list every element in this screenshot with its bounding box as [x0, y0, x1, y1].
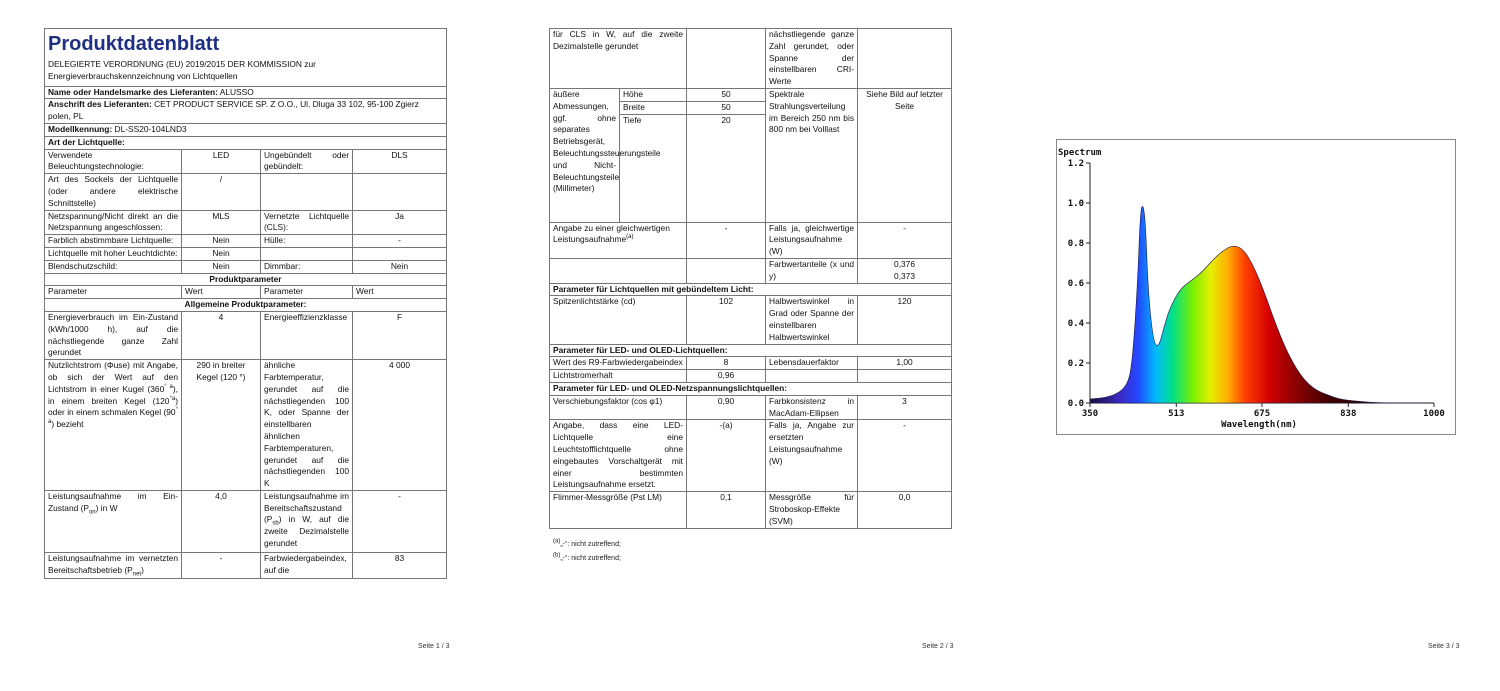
general-params-heading: Allgemeine Produktparameter:	[45, 299, 447, 312]
y-tick-label: 1.0	[1067, 199, 1084, 209]
x-tick-label: 675	[1253, 409, 1271, 419]
value-equivalent-power: -	[687, 222, 766, 258]
value-height: 50	[687, 89, 766, 102]
led-params-heading: Parameter für LED- und OLED-Lichtquellen:	[550, 344, 952, 357]
label-peak-intensity: Spitzenlichtstärke (cd)	[550, 296, 687, 344]
footnote-b: $^{(b)}$„-“: nicht zutreffend;	[553, 552, 621, 562]
value-stroboscopic: 0,0	[858, 492, 952, 528]
footnote-a: $^{(a)}$„-“: nicht zutreffend;	[553, 538, 621, 548]
label-colour-consistency: Farbkonsistenz in MacAdam-Ellipsen	[766, 395, 858, 420]
label-tunable: Farblich abstimmbare Lichtquelle:	[45, 235, 182, 248]
value-fluorescent-replacement: -(a)	[687, 420, 766, 492]
value-power-networked: -	[182, 552, 261, 578]
page-title: Produktdatenblatt	[48, 33, 220, 55]
value-energy: 4	[182, 311, 261, 359]
label-technology: Verwendete Beleuchtungstechnologie:	[45, 149, 182, 174]
value-bundled: DLS	[353, 149, 447, 174]
value-spectral-distribution: Siehe Bild auf letzter Seite	[858, 89, 952, 223]
label-energy: Energieverbrauch im Ein-Zustand (kWh/1000 h), auf die nächstliegende ganze Zahl gerundet	[45, 311, 182, 359]
label-high-luminance: Lichtquelle mit hoher Leuchtdichte:	[45, 247, 182, 260]
label-socket: Art des Sockels der Lichtquelle (oder andere elektrische Schnittstelle)	[45, 174, 182, 210]
product-params-heading: Produktparameter	[45, 273, 447, 286]
x-tick-label: 1000	[1423, 409, 1445, 419]
mains-led-params-heading: Parameter für LED- und OLED-Netzspannungslichtquellen:	[550, 382, 952, 395]
label-energy-class: Energieeffizienzklasse	[261, 311, 353, 359]
label-dimensions: äußere Abmessungen, ggf. ohne separates Betriebsgerät, Beleuchtungssteuerungsteile und Nicht-Beleuchtungsteile (Millimeter)	[550, 89, 620, 223]
datasheet-table-page-1	[44, 28, 447, 579]
regulation-text: DELEGIERTE VERORDNUNG (EU) 2019/2015 DER KOMMISSION zur Energieverbrauchskennzeichnung von Lichtquellen	[48, 59, 316, 81]
label-cri: Farbwiedergabeindex, auf die	[261, 552, 353, 578]
page-3	[1000, 0, 1500, 691]
value-equivalent-power-w: -	[858, 222, 952, 258]
page-2	[500, 0, 1000, 691]
value-cct: 4 000	[353, 360, 447, 491]
value-chromaticity: 0,376 0,373	[858, 258, 952, 283]
value-power-standby: -	[353, 490, 447, 552]
label-cri-cont: nächstliegende ganze Zahl gerundet, oder Spanne der einstellbaren CRI-Werte	[766, 29, 858, 89]
value-technology: LED	[182, 149, 261, 174]
value-colour-consistency: 3	[858, 395, 952, 420]
y-tick-label: 0.0	[1067, 399, 1084, 409]
page-number: Seite 3 / 3	[1428, 643, 1460, 650]
value-envelope: -	[353, 235, 447, 248]
model-id: DL-SS20-104LND3	[114, 123, 187, 134]
label-cls: Vernetzte Lichtquelle (CLS):	[261, 210, 353, 235]
label-beam-angle: Halbwertswinkel in Grad oder Spanne der einstellbaren Halbwertswinkel	[766, 296, 858, 344]
label-replaced-power: Falls ja, Angabe zur ersetzten Leistungsaufnahme (W)	[766, 420, 858, 492]
label-cct: ähnliche Farbtemperatur, gerundet auf die nächstliegenden 100 K, oder Spanne der einstellbaren ähnlichen Farbtemperaturen, gerundet auf die nächstliegenden 100 K	[261, 360, 353, 491]
value-energy-class: F	[353, 311, 447, 359]
value-glare: Nein	[182, 260, 261, 273]
value-flicker: 0,1	[687, 492, 766, 528]
x-tick-label: 350	[1081, 409, 1099, 419]
y-tick-label: 0.6	[1067, 279, 1084, 289]
value-cri: 83	[353, 552, 447, 578]
value-power-factor: 0,90	[687, 395, 766, 420]
value-power-on: 4,0	[182, 490, 261, 552]
label-lumen-maintenance: Lichtstromerhalt	[550, 370, 687, 383]
col-header-value: Wert	[182, 286, 261, 299]
label-power-networked: Leistungsaufnahme im vernetzten Bereitschaftsbetrieb $(P_{net})$	[45, 552, 182, 578]
directional-params-heading: Parameter für Lichtquellen mit gebündeltem Licht:	[550, 283, 952, 296]
value-dimmable: Nein	[353, 260, 447, 273]
col-header-param-2: Parameter	[261, 286, 353, 299]
label-glare: Blendschutzschild:	[45, 260, 182, 273]
label-dimmable: Dimmbar:	[261, 260, 353, 273]
label-power-on: Leistungsaufnahme im Ein-Zustand $(P_{on})$ in W	[45, 490, 182, 552]
label-flicker: Flimmer-Messgröße (Pst LM)	[550, 492, 687, 528]
page-1	[0, 0, 500, 691]
value-tunable: Nein	[182, 235, 261, 248]
y-tick-label: 0.4	[1067, 319, 1084, 329]
label-spectral-distribution: Spektrale Strahlungsverteilung im Bereich 250 nm bis 800 nm bei Volllast	[766, 89, 858, 223]
value-depth: 20	[687, 114, 766, 222]
datasheet-table-page-2	[549, 28, 952, 529]
value-width: 50	[687, 101, 766, 114]
x-tick-label: 838	[1340, 409, 1357, 419]
label-stroboscopic: Messgröße für Stroboskop-Effekte (SVM)	[766, 492, 858, 528]
label-r9: Wert des R9-Farbwiedergabeindex	[550, 357, 687, 370]
y-tick-label: 0.8	[1067, 239, 1084, 249]
label-envelope: Hülle:	[261, 235, 353, 248]
x-axis-label: Wavelength(nm)	[1221, 420, 1297, 430]
label-depth: Tiefe	[620, 114, 687, 222]
value-high-luminance: Nein	[182, 247, 261, 260]
chart-title: Spectrum	[1058, 148, 1102, 158]
label-cls-power-cont: für CLS in W, auf die zweite Dezimalstelle gerundet	[550, 29, 687, 89]
label-fluorescent-replacement: Angabe, dass eine LED-Lichtquelle eine Leuchtstofflichtquelle ohne eingebautes Vorschaltgerät mit einer bestimmten Leistungsaufnahme ersetzt.	[550, 420, 687, 492]
value-peak-intensity: 102	[687, 296, 766, 344]
label-bundled: Ungebündelt oder gebündelt:	[261, 149, 353, 174]
spectrum-chart	[1056, 139, 1456, 435]
value-beam-angle: 120	[858, 296, 952, 344]
label-width: Breite	[620, 101, 687, 114]
supplier-address: CET PRODUCT SERVICE SP. Z O.O., Ul. Dluga 33 102, 95-100 Zgierz polen, PL	[48, 99, 419, 122]
y-tick-label: 0.2	[1067, 359, 1084, 369]
value-luminous-flux: 290 in breiter Kegel (120 °)	[182, 360, 261, 491]
label-power-factor: Verschiebungsfaktor (cos φ1)	[550, 395, 687, 420]
value-lumen-maintenance: 0,96	[687, 370, 766, 383]
label-equivalent-power-w: Falls ja, gleichwertige Leistungsaufnahme (W)	[766, 222, 858, 258]
supplier-name: ALUSSO	[219, 86, 254, 97]
value-r9: 8	[687, 357, 766, 370]
supplier-name-row: Name oder Handelsmarke des Lieferanten: ALUSSO	[45, 86, 447, 99]
x-tick-label: 513	[1168, 409, 1185, 419]
label-luminous-flux: Nutzlichtstrom (Φuse) mit Angabe, ob sich der Wert auf den Lichtstrom in einer Kugel $(360^{^\circ a})$, in einem breiten Kegel $(120^{^\circ a})$ oder in einem schmalen Kegel $(90^{^\circ a})$ bezieht	[45, 360, 182, 491]
label-equivalent-power: Angabe zu einer gleichwertigen Leistungsaufnahme$^{(a)}$	[550, 222, 687, 258]
label-power-standby: Leistungsaufnahme im Bereitschaftszustand $(P_{sb})$ in W, auf die zweite Dezimalstelle gerundet	[261, 490, 353, 552]
label-survival-factor: Lebensdauerfaktor	[766, 357, 858, 370]
label-chromaticity: Farbwertanteile (x und y)	[766, 258, 858, 283]
light-source-type-heading: Art der Lichtquelle:	[45, 136, 447, 149]
model-row: Modellkennung: DL-SS20-104LND3	[45, 123, 447, 136]
col-header-param: Parameter	[45, 286, 182, 299]
value-replaced-power: -	[858, 420, 952, 492]
value-survival-factor: 1,00	[858, 357, 952, 370]
value-mains: MLS	[182, 210, 261, 235]
label-height: Höhe	[620, 89, 687, 102]
page-number: Seite 2 / 3	[922, 643, 954, 650]
y-tick-label: 1.2	[1067, 159, 1084, 169]
value-socket: /	[182, 174, 261, 210]
value-cls: Ja	[353, 210, 447, 235]
page-number: Seite 1 / 3	[418, 643, 450, 650]
col-header-value-2: Wert	[353, 286, 447, 299]
label-mains: Netzspannung/Nicht direkt an die Netzspannung angeschlossen:	[45, 210, 182, 235]
supplier-address-row: Anschrift des Lieferanten: CET PRODUCT SERVICE SP. Z O.O., Ul. Dluga 33 102, 95-100 Zgierz polen, PL	[45, 99, 447, 124]
